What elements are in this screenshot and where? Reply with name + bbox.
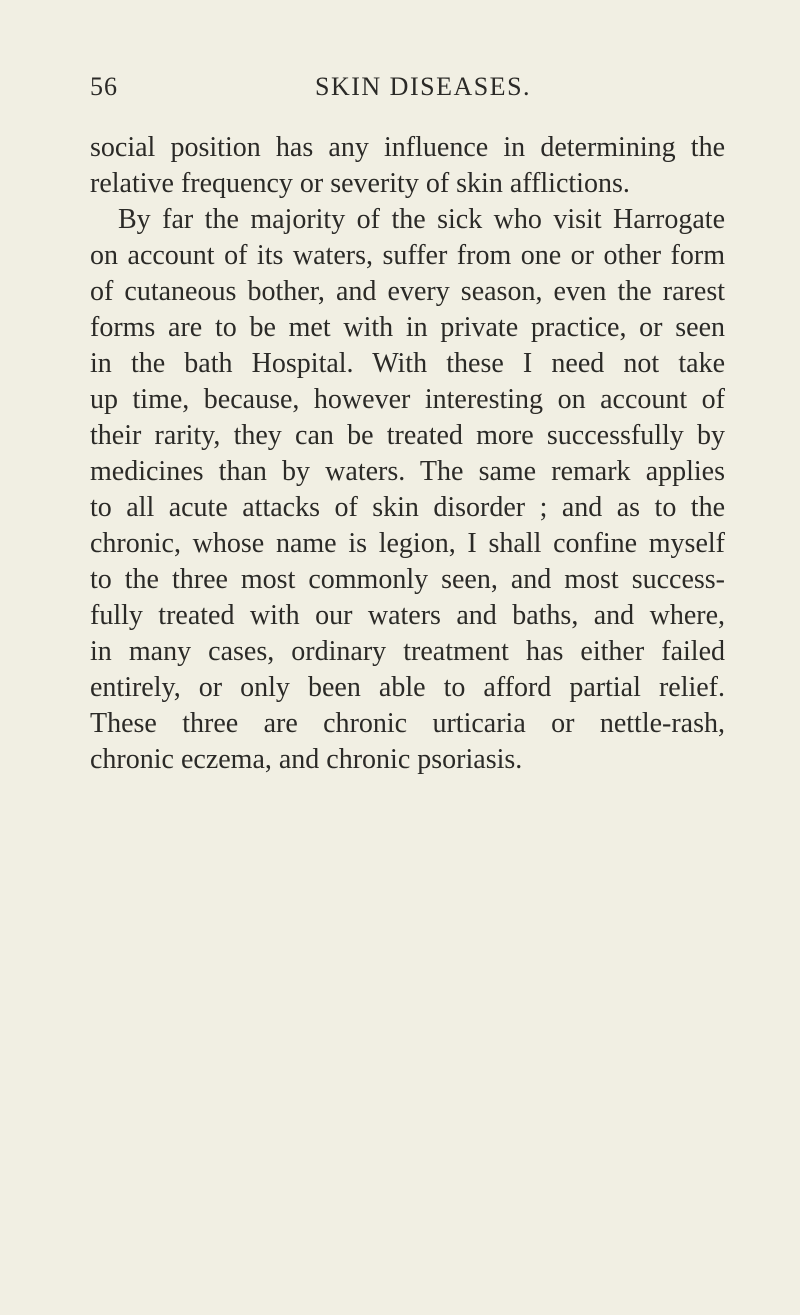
text-line: social position has any influence in determining the bbox=[90, 132, 725, 163]
text-line: up time, because, however interesting on account of bbox=[90, 384, 725, 415]
text-line: to the three most commonly seen, and most success- bbox=[90, 564, 725, 595]
text-line: to all acute attacks of skin disorder ; and as to the bbox=[90, 492, 725, 523]
text-line: in many cases, ordinary treatment has either failed bbox=[90, 636, 725, 667]
page-number: 56 bbox=[90, 72, 118, 101]
text-line: These three are chronic urticaria or nettle-rash, bbox=[90, 708, 725, 739]
text-line: By far the majority of the sick who visit Harrogate bbox=[118, 204, 725, 235]
text-line: in the bath Hospital. With these I need not take bbox=[90, 348, 725, 379]
text-line: of cutaneous bother, and every season, even the rarest bbox=[90, 276, 725, 307]
text-line: chronic, whose name is legion, I shall confine myself bbox=[90, 528, 725, 559]
text-line: forms are to be met with in private practice, or seen bbox=[90, 312, 725, 343]
text-line: relative frequency or severity of skin afflictions. bbox=[90, 168, 630, 199]
body-text bbox=[90, 130, 725, 778]
page-header bbox=[90, 72, 725, 108]
text-line: chronic eczema, and chronic psoriasis. bbox=[90, 744, 523, 775]
text-line: fully treated with our waters and baths, and where, bbox=[90, 600, 725, 631]
running-title: SKIN DISEASES. bbox=[315, 72, 532, 101]
text-line: their rarity, they can be treated more successfully by bbox=[90, 420, 725, 451]
text-line: medicines than by waters. The same remark applies bbox=[90, 456, 725, 487]
text-line: entirely, or only been able to afford partial relief. bbox=[90, 672, 725, 703]
text-line: on account of its waters, suffer from one or other form bbox=[90, 240, 725, 271]
